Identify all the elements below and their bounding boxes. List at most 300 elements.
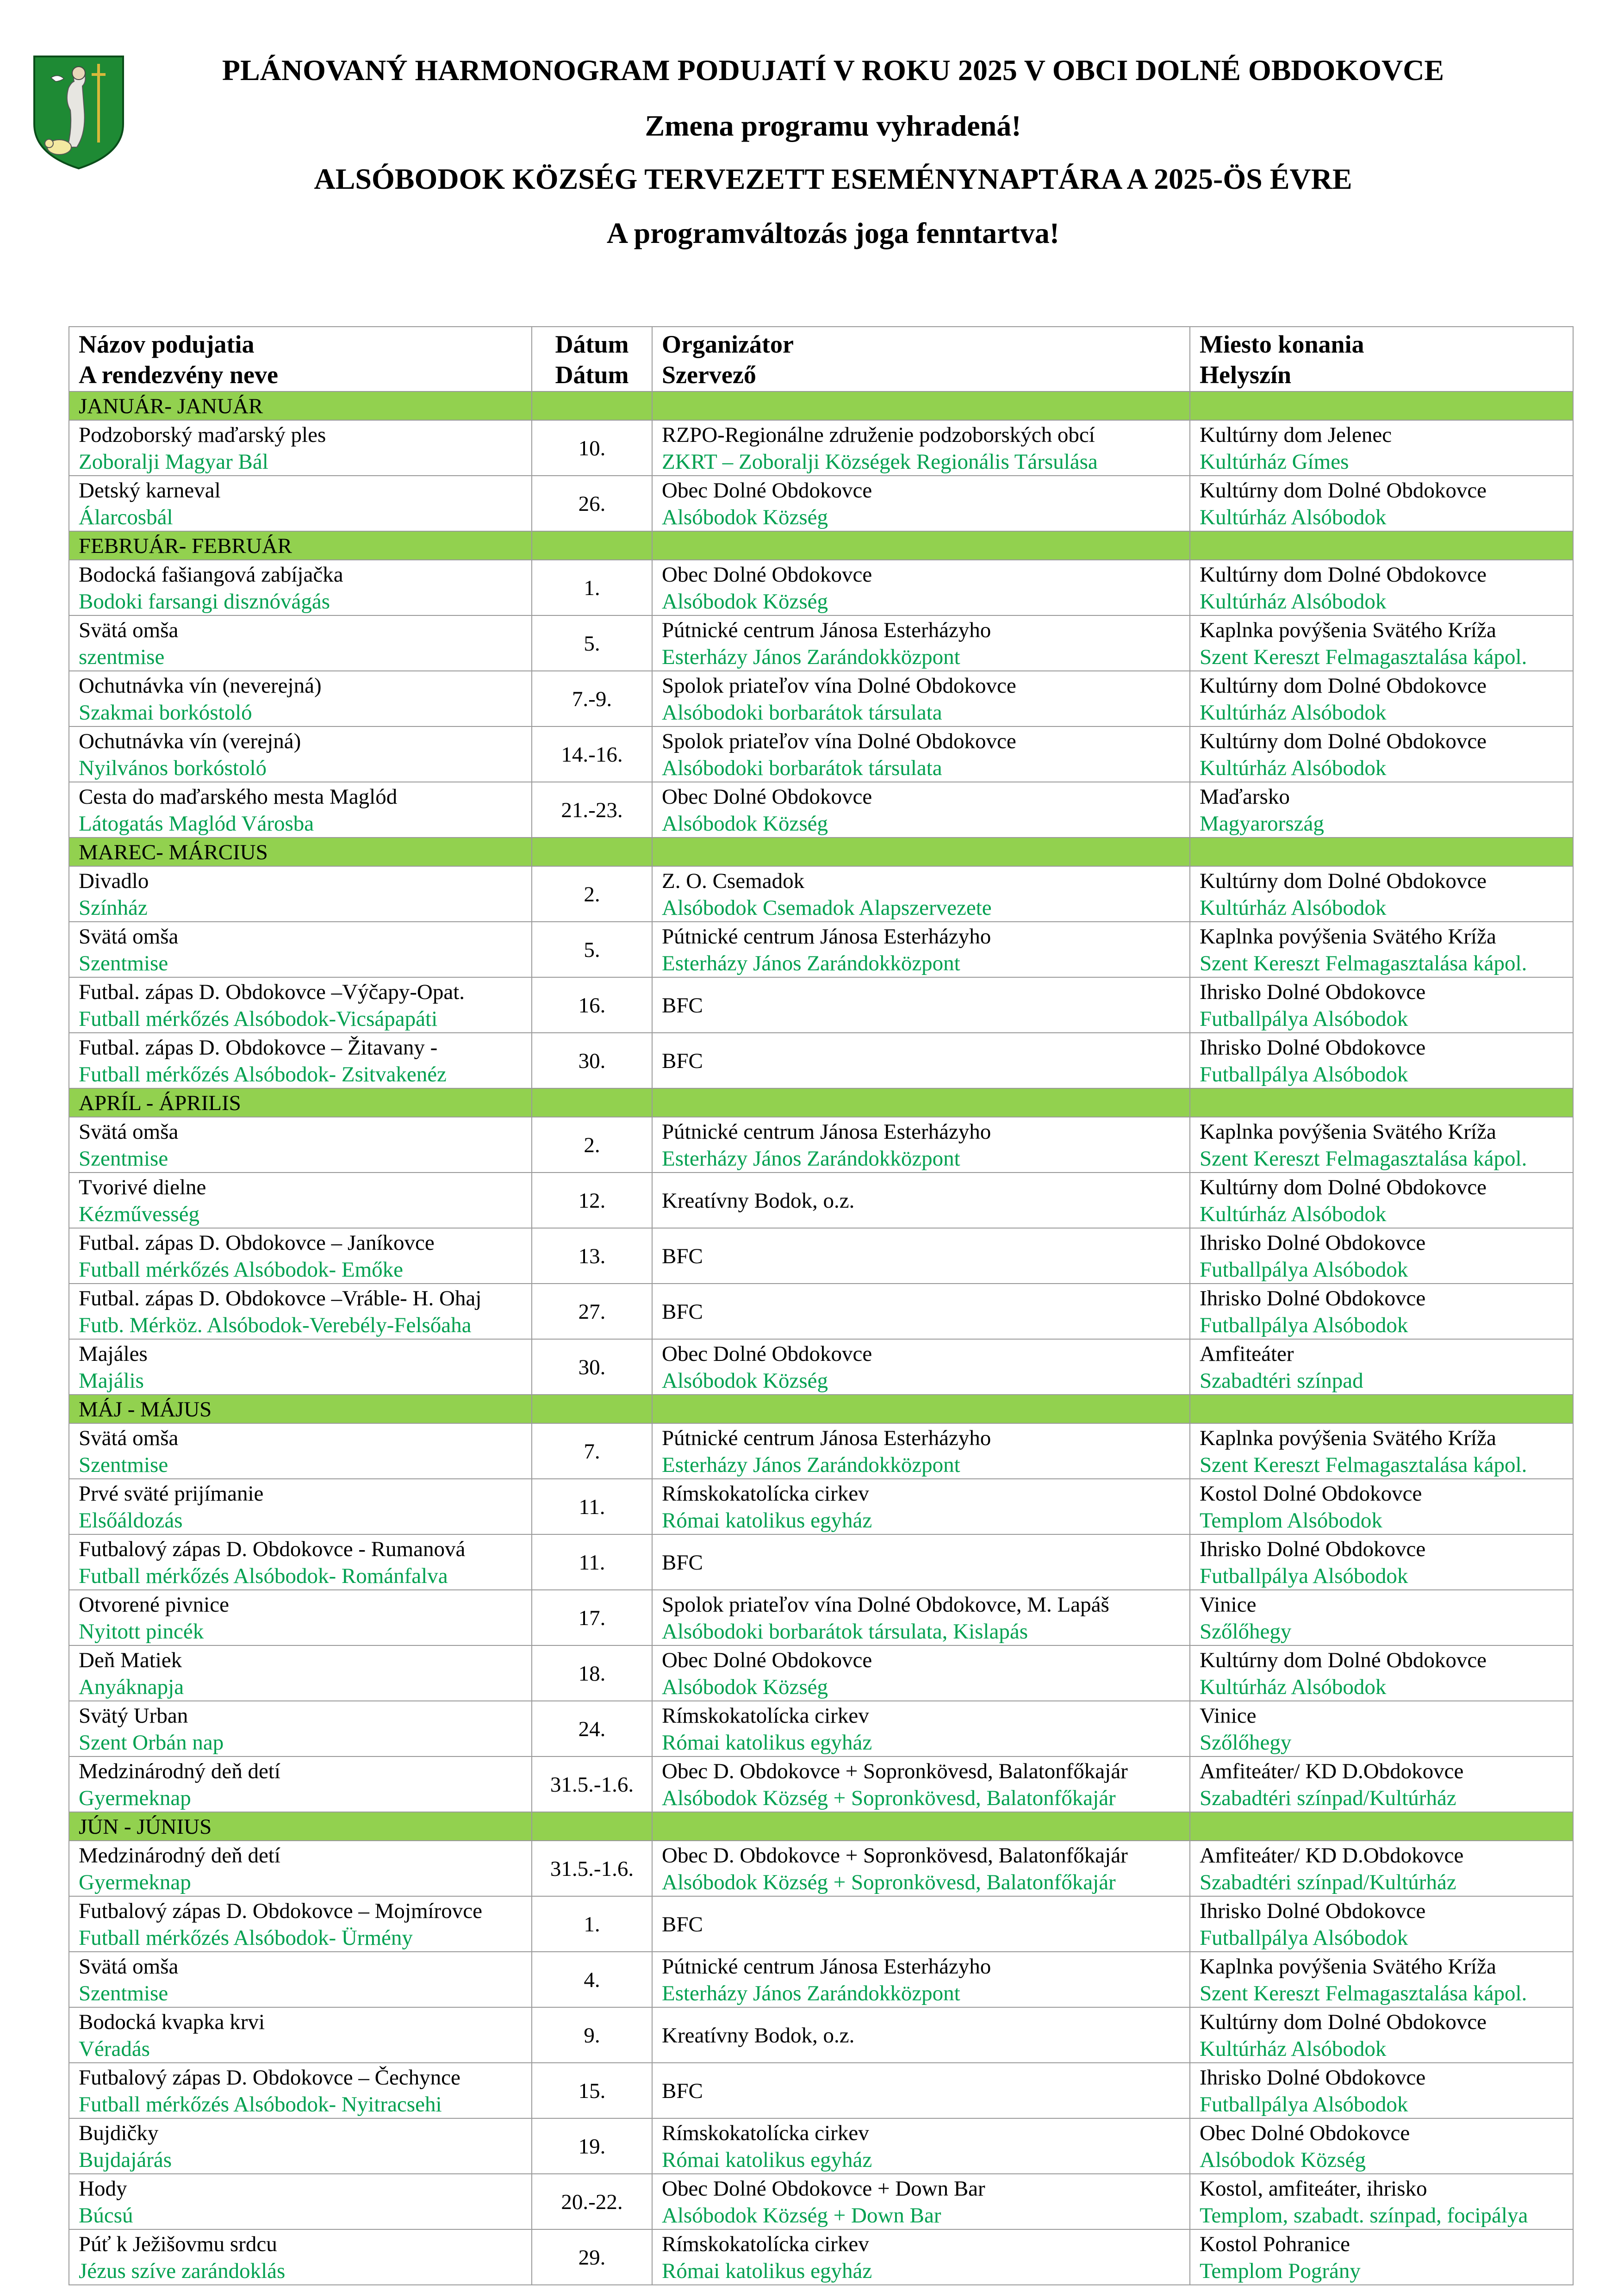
event-place-sk: Kaplnka povýšenia Svätého Kríža (1200, 1955, 1496, 1979)
event-organizer-cell (652, 1228, 1190, 1284)
event-place-sk: Kaplnka povýšenia Svätého Kríža (1200, 925, 1496, 949)
event-date-cell (532, 420, 652, 476)
header-date-hu: Dátum (555, 361, 629, 389)
event-name-sk: Futbal. zápas D. Obdokovce –Výčapy-Opat. (79, 980, 465, 1004)
event-organizer-hu: Alsóbodok Község (662, 812, 828, 836)
event-organizer-sk: BFC (662, 1049, 703, 1073)
event-organizer-hu: Esterházy János Zarándokközpont (662, 1453, 960, 1477)
event-place-cell (1190, 1423, 1573, 1479)
event-place-sk: Kultúrny dom Dolné Obdokovce (1200, 478, 1487, 503)
table-row (69, 1590, 1573, 1645)
event-place-hu: Futballpálya Alsóbodok (1200, 1313, 1408, 1337)
header-place-sk: Miesto konania (1200, 330, 1364, 358)
event-organizer-sk: BFC (662, 1300, 703, 1324)
event-date: 21.-23. (561, 798, 623, 822)
event-name-cell (69, 560, 532, 615)
event-date-cell (532, 977, 652, 1033)
table-row (69, 1701, 1573, 1756)
event-name-sk: Podzoborský maďarský ples (79, 423, 326, 447)
event-name-cell (69, 1284, 532, 1339)
event-place-hu: Szőlőhegy (1200, 1620, 1292, 1644)
event-organizer-sk: Spolok priateľov vína Dolné Obdokovce, M. Lapáš (662, 1593, 1109, 1617)
event-place-sk: Kultúrny dom Dolné Obdokovce (1200, 729, 1487, 753)
event-place-cell (1190, 726, 1573, 782)
event-date: 5. (584, 632, 600, 656)
event-organizer-sk: Kreatívny Bodok, o.z. (662, 1189, 855, 1213)
event-place-sk: Kostol, amfiteáter, ihrisko (1200, 2177, 1427, 2201)
header-name-sk: Názov podujatia (79, 330, 255, 358)
event-place-cell (1190, 866, 1573, 922)
event-organizer-hu: Római katolikus egyház (662, 1731, 872, 1755)
month-label: JÚN - JÚNIUS (69, 1812, 532, 1841)
event-date: 20.-22. (561, 2190, 623, 2214)
event-name-sk: Medzinárodný deň detí (79, 1759, 280, 1783)
event-place-hu: Kultúrház Alsóbodok (1200, 2037, 1387, 2061)
event-name-cell (69, 1841, 532, 1896)
event-date: 27. (578, 1300, 606, 1324)
event-name-cell (69, 1896, 532, 1952)
event-name-cell (69, 476, 532, 531)
event-organizer-cell (652, 2063, 1190, 2118)
table-row (69, 726, 1573, 782)
event-place-sk: Obec Dolné Obdokovce (1200, 2121, 1410, 2145)
event-name-hu: Álarcosbál (79, 505, 173, 529)
month-band-cell (532, 391, 652, 420)
event-place-sk: Ihrisko Dolné Obdokovce (1200, 1231, 1426, 1255)
event-name-sk: Ochutnávka vín (neverejná) (79, 674, 322, 698)
event-organizer-sk: BFC (662, 2079, 703, 2103)
event-date: 10. (578, 436, 606, 460)
event-date-cell (532, 1952, 652, 2007)
event-place-cell (1190, 671, 1573, 726)
event-date-cell (532, 1841, 652, 1896)
event-place-hu: Kultúrház Alsóbodok (1200, 1202, 1387, 1226)
event-name-cell (69, 1423, 532, 1479)
event-date: 7.-9. (572, 687, 612, 711)
event-name-cell (69, 1117, 532, 1173)
event-place-hu: Kultúrház Alsóbodok (1200, 505, 1387, 529)
month-row (69, 391, 1573, 420)
events-table (68, 326, 1574, 2285)
table-row (69, 866, 1573, 922)
event-place-sk: Kultúrny dom Dolné Obdokovce (1200, 1648, 1487, 1672)
event-date-cell (532, 1339, 652, 1395)
event-date-cell (532, 1896, 652, 1952)
month-band-cell (532, 838, 652, 866)
event-name-hu: szentmise (79, 645, 165, 669)
event-name-cell (69, 1173, 532, 1228)
event-place-sk: Ihrisko Dolné Obdokovce (1200, 2066, 1426, 2090)
event-place-sk: Ihrisko Dolné Obdokovce (1200, 1286, 1426, 1310)
table-row (69, 1534, 1573, 1590)
event-name-cell (69, 1479, 532, 1534)
event-place-hu: Futballpálya Alsóbodok (1200, 1564, 1408, 1588)
event-date-cell (532, 1228, 652, 1284)
month-label: MÁJ - MÁJUS (69, 1395, 532, 1423)
event-place-hu: Kultúrház Alsóbodok (1200, 1675, 1387, 1699)
event-place-hu: Kultúrház Alsóbodok (1200, 896, 1387, 920)
event-name-hu: Színház (79, 896, 148, 920)
event-organizer-hu: Alsóbodok Község + Sopronkövesd, Balatonfőkajár (662, 1870, 1116, 1894)
table-row (69, 1033, 1573, 1088)
month-band-cell (1190, 1395, 1573, 1423)
event-name-cell (69, 1952, 532, 2007)
month-band-cell (532, 1812, 652, 1841)
notice-hungarian: A programváltozás joga fenntartva! (606, 217, 1060, 249)
event-organizer-cell (652, 420, 1190, 476)
event-name-cell (69, 2007, 532, 2063)
table-row (69, 1228, 1573, 1284)
event-name-hu: Anyáknapja (79, 1675, 184, 1699)
event-date: 4. (584, 1968, 600, 1992)
month-band-cell (532, 1088, 652, 1117)
event-name-hu: Szakmai borkóstoló (79, 701, 252, 725)
event-date-cell (532, 1534, 652, 1590)
event-name-cell (69, 977, 532, 1033)
event-organizer-sk: Pútnické centrum Jánosa Esterházyho (662, 1955, 991, 1979)
event-place-sk: Kultúrny dom Dolné Obdokovce (1200, 2010, 1487, 2034)
title-slovak: PLÁNOVANÝ HARMONOGRAM PODUJATÍ V ROKU 2025 V OBCI DOLNÉ OBDOKOVCE (222, 54, 1444, 87)
event-organizer-hu: Esterházy János Zarándokközpont (662, 951, 960, 975)
event-name-sk: Futbalový zápas D. Obdokovce - Rumanová (79, 1537, 466, 1561)
event-name-sk: Futbalový zápas D. Obdokovce – Mojmírovce (79, 1899, 482, 1923)
event-organizer-cell (652, 1701, 1190, 1756)
event-organizer-sk: Obec Dolné Obdokovce (662, 1648, 872, 1672)
event-organizer-cell (652, 2007, 1190, 2063)
event-organizer-sk: Kreatívny Bodok, o.z. (662, 2023, 855, 2048)
month-band-cell (1190, 531, 1573, 560)
event-date-cell (532, 1117, 652, 1173)
table-header-row (69, 327, 1573, 391)
event-place-hu: Templom Pográny (1200, 2259, 1361, 2283)
month-band-cell (532, 531, 652, 560)
event-date: 2. (584, 882, 600, 906)
event-organizer-sk: Spolok priateľov vína Dolné Obdokovce (662, 729, 1016, 753)
event-date: 11. (579, 1551, 605, 1575)
event-organizer-sk: BFC (662, 1551, 703, 1575)
event-organizer-hu: Esterházy János Zarándokközpont (662, 645, 960, 669)
event-date-cell (532, 2063, 652, 2118)
event-organizer-sk: Obec Dolné Obdokovce (662, 785, 872, 809)
event-place-hu: Futballpálya Alsóbodok (1200, 1007, 1408, 1031)
table-row (69, 1896, 1573, 1952)
event-date: 5. (584, 938, 600, 962)
event-date-cell (532, 1423, 652, 1479)
event-organizer-hu: Alsóbodok Község + Sopronkövesd, Balatonfőkajár (662, 1786, 1116, 1810)
event-place-hu: Kultúrház Alsóbodok (1200, 756, 1387, 780)
event-name-hu: Futball mérkőzés Alsóbodok-Vicsápapáti (79, 1007, 438, 1031)
event-organizer-cell (652, 1952, 1190, 2007)
event-name-hu: Gyermeknap (79, 1870, 191, 1894)
table-row (69, 782, 1573, 838)
event-organizer-sk: Rímskokatolícka cirkev (662, 1704, 869, 1728)
event-name-sk: Hody (79, 2177, 127, 2201)
event-place-sk: Kaplnka povýšenia Svätého Kríža (1200, 1120, 1496, 1144)
event-name-cell (69, 671, 532, 726)
event-organizer-cell (652, 977, 1190, 1033)
month-label: JANUÁR- JANUÁR (69, 391, 532, 420)
event-place-sk: Kultúrny dom Dolné Obdokovce (1200, 674, 1487, 698)
header-org-hu: Szervező (662, 361, 756, 389)
event-date-cell (532, 560, 652, 615)
table-row (69, 476, 1573, 531)
event-place-cell (1190, 1534, 1573, 1590)
table-row (69, 420, 1573, 476)
month-band-cell (532, 1395, 652, 1423)
event-organizer-cell (652, 671, 1190, 726)
header-place-hu: Helyszín (1200, 361, 1291, 389)
event-name-sk: Cesta do maďarského mesta Maglód (79, 785, 398, 809)
event-name-hu: Jézus szíve zarándoklás (79, 2259, 286, 2283)
event-organizer-cell (652, 1339, 1190, 1395)
table-row (69, 1173, 1573, 1228)
event-organizer-cell (652, 782, 1190, 838)
event-organizer-sk: Obec Dolné Obdokovce (662, 1342, 872, 1366)
event-organizer-hu: Római katolikus egyház (662, 2259, 872, 2283)
event-place-cell (1190, 977, 1573, 1033)
event-place-cell (1190, 1645, 1573, 1701)
event-place-sk: Amfiteáter/ KD D.Obdokovce (1200, 1843, 1464, 1868)
event-name-sk: Majáles (79, 1342, 148, 1366)
event-name-cell (69, 1033, 532, 1088)
event-organizer-cell (652, 866, 1190, 922)
event-place-cell (1190, 1952, 1573, 2007)
event-place-cell (1190, 1173, 1573, 1228)
event-organizer-sk: Obec Dolné Obdokovce + Down Bar (662, 2177, 985, 2201)
header-date (532, 327, 652, 391)
event-organizer-cell (652, 1756, 1190, 1812)
event-place-hu: Kultúrház Gímes (1200, 450, 1349, 474)
table-row (69, 922, 1573, 977)
event-place-hu: Futballpálya Alsóbodok (1200, 1258, 1408, 1282)
month-row (69, 1088, 1573, 1117)
event-place-hu: Futballpálya Alsóbodok (1200, 1062, 1408, 1086)
event-name-hu: Szentmise (79, 1147, 168, 1171)
event-organizer-hu: Alsóbodok Község (662, 590, 828, 614)
event-place-cell (1190, 1117, 1573, 1173)
event-organizer-sk: Pútnické centrum Jánosa Esterházyho (662, 925, 991, 949)
event-name-sk: Svätá omša (79, 925, 179, 949)
event-organizer-sk: Obec D. Obdokovce + Sopronkövesd, Balatonfőkajár (662, 1843, 1128, 1868)
event-name-cell (69, 1645, 532, 1701)
event-place-cell (1190, 2118, 1573, 2174)
event-place-cell (1190, 560, 1573, 615)
event-date: 30. (578, 1355, 606, 1379)
event-organizer-cell (652, 726, 1190, 782)
event-date: 26. (578, 492, 606, 516)
event-date-cell (532, 922, 652, 977)
event-organizer-hu: Esterházy János Zarándokközpont (662, 1981, 960, 2005)
month-label: FEBRUÁR- FEBRUÁR (69, 531, 532, 560)
event-organizer-cell (652, 615, 1190, 671)
event-name-hu: Bodoki farsangi disznóvágás (79, 590, 330, 614)
event-organizer-sk: BFC (662, 1244, 703, 1268)
event-date-cell (532, 1033, 652, 1088)
event-organizer-hu: Alsóbodoki borbarátok társulata, Kislapás (662, 1620, 1028, 1644)
event-place-sk: Ihrisko Dolné Obdokovce (1200, 1036, 1426, 1060)
event-date-cell (532, 2229, 652, 2285)
event-name-sk: Futbalový zápas D. Obdokovce – Čechynce (79, 2066, 460, 2090)
event-organizer-hu: Alsóbodok Község + Down Bar (662, 2203, 941, 2228)
event-organizer-cell (652, 1534, 1190, 1590)
event-name-hu: Futball mérkőzés Alsóbodok- Románfalva (79, 1564, 448, 1588)
event-place-hu: Templom, szabadt. színpad, focipálya (1200, 2203, 1528, 2228)
month-label: MAREC- MÁRCIUS (69, 838, 532, 866)
event-name-hu: Elsőáldozás (79, 1508, 183, 1533)
table-row (69, 615, 1573, 671)
month-band-cell (1190, 838, 1573, 866)
event-date-cell (532, 2174, 652, 2229)
event-place-hu: Templom Alsóbodok (1200, 1508, 1382, 1533)
event-date-cell (532, 866, 652, 922)
header-organizer (652, 327, 1190, 391)
event-place-sk: Kostol Pohranice (1200, 2232, 1350, 2256)
event-place-hu: Szent Kereszt Felmagasztalása kápol. (1200, 1147, 1527, 1171)
event-organizer-cell (652, 1590, 1190, 1645)
event-date: 31.5.-1.6. (550, 1857, 634, 1881)
event-organizer-cell (652, 1423, 1190, 1479)
event-date-cell (532, 1173, 652, 1228)
event-name-hu: Futb. Mérköz. Alsóbodok-Verebély-Felsőaha (79, 1313, 472, 1337)
event-date-cell (532, 1701, 652, 1756)
event-place-hu: Szent Kereszt Felmagasztalása kápol. (1200, 1981, 1527, 2005)
event-name-cell (69, 782, 532, 838)
event-place-sk: Vinice (1200, 1704, 1257, 1728)
event-place-cell (1190, 922, 1573, 977)
table-row (69, 2063, 1573, 2118)
event-name-hu: Gyermeknap (79, 1786, 191, 1810)
event-name-cell (69, 726, 532, 782)
event-date: 12. (578, 1189, 606, 1213)
event-organizer-cell (652, 1645, 1190, 1701)
table-row (69, 1756, 1573, 1812)
event-name-sk: Ochutnávka vín (verejná) (79, 729, 301, 753)
event-place-sk: Ihrisko Dolné Obdokovce (1200, 1537, 1426, 1561)
event-date: 24. (578, 1717, 606, 1741)
event-organizer-cell (652, 2174, 1190, 2229)
event-organizer-sk: Z. O. Csemadok (662, 869, 805, 893)
event-organizer-sk: Pútnické centrum Jánosa Esterházyho (662, 618, 991, 642)
event-organizer-cell (652, 1117, 1190, 1173)
month-row (69, 838, 1573, 866)
event-organizer-sk: Rímskokatolícka cirkev (662, 1482, 869, 1506)
event-name-hu: Majális (79, 1369, 144, 1393)
event-organizer-cell (652, 1173, 1190, 1228)
event-organizer-sk: BFC (662, 993, 703, 1018)
event-name-sk: Svätá omša (79, 1426, 179, 1450)
event-date-cell (532, 1284, 652, 1339)
event-name-cell (69, 1534, 532, 1590)
event-place-cell (1190, 1756, 1573, 1812)
event-date: 14.-16. (561, 743, 623, 767)
month-band-cell (652, 391, 1190, 420)
event-organizer-sk: Rímskokatolícka cirkev (662, 2232, 869, 2256)
event-name-cell (69, 420, 532, 476)
event-name-hu: Búcsú (79, 2203, 133, 2228)
event-name-hu: Nyitott pincék (79, 1620, 204, 1644)
event-date: 1. (584, 576, 600, 600)
event-place-sk: Amfiteáter/ KD D.Obdokovce (1200, 1759, 1464, 1783)
event-name-sk: Deň Matiek (79, 1648, 182, 1672)
event-name-hu: Futball mérkőzés Alsóbodok- Zsitvakenéz (79, 1062, 447, 1086)
event-organizer-cell (652, 1033, 1190, 1088)
event-date-cell (532, 1479, 652, 1534)
event-organizer-sk: Obec Dolné Obdokovce (662, 478, 872, 503)
table-row (69, 2118, 1573, 2174)
event-name-cell (69, 2174, 532, 2229)
event-name-hu: Futball mérkőzés Alsóbodok- Ürmény (79, 1926, 413, 1950)
event-place-sk: Amfiteáter (1200, 1342, 1294, 1366)
event-place-cell (1190, 2174, 1573, 2229)
event-name-sk: Bodocká kvapka krvi (79, 2010, 265, 2034)
event-name-sk: Bodocká fašiangová zabíjačka (79, 563, 343, 587)
month-band-cell (652, 1812, 1190, 1841)
event-name-sk: Detský karneval (79, 478, 221, 503)
table-row (69, 1423, 1573, 1479)
event-name-hu: Futball mérkőzés Alsóbodok- Emőke (79, 1258, 403, 1282)
event-place-hu: Alsóbodok Község (1200, 2148, 1366, 2172)
event-place-hu: Szőlőhegy (1200, 1731, 1292, 1755)
event-place-hu: Kultúrház Alsóbodok (1200, 590, 1387, 614)
event-place-cell (1190, 2007, 1573, 2063)
event-place-sk: Vinice (1200, 1593, 1257, 1617)
month-band-cell (652, 531, 1190, 560)
event-organizer-hu: Alsóbodok Község (662, 505, 828, 529)
event-organizer-cell (652, 2118, 1190, 2174)
month-label: APRÍL - ÁPRILIS (69, 1088, 532, 1117)
event-place-cell (1190, 1701, 1573, 1756)
event-place-cell (1190, 1339, 1573, 1395)
event-organizer-hu: Római katolikus egyház (662, 2148, 872, 2172)
table-row (69, 1339, 1573, 1395)
event-name-sk: Svätá omša (79, 1955, 179, 1979)
notice-slovak: Zmena programu vyhradená! (645, 109, 1021, 142)
month-band-cell (1190, 1812, 1573, 1841)
event-name-hu: Bujdajárás (79, 2148, 172, 2172)
event-place-hu: Kultúrház Alsóbodok (1200, 701, 1387, 725)
event-organizer-cell (652, 560, 1190, 615)
event-name-cell (69, 1228, 532, 1284)
event-place-cell (1190, 1479, 1573, 1534)
month-band-cell (652, 838, 1190, 866)
event-place-cell (1190, 2063, 1573, 2118)
event-place-cell (1190, 1228, 1573, 1284)
table-row (69, 1117, 1573, 1173)
table-row (69, 2229, 1573, 2285)
event-name-hu: Nyilvános borkóstoló (79, 756, 267, 780)
event-place-sk: Kultúrny dom Jelenec (1200, 423, 1392, 447)
event-place-hu: Szent Kereszt Felmagasztalása kápol. (1200, 1453, 1527, 1477)
header-org-sk: Organizátor (662, 330, 794, 358)
village-crest-logo (32, 55, 125, 170)
table-row (69, 977, 1573, 1033)
event-name-sk: Svätá omša (79, 1120, 179, 1144)
table-row (69, 671, 1573, 726)
month-band-cell (1190, 1088, 1573, 1117)
event-organizer-cell (652, 476, 1190, 531)
event-date: 2. (584, 1133, 600, 1157)
event-date: 15. (578, 2079, 606, 2103)
event-organizer-sk: Pútnické centrum Jánosa Esterházyho (662, 1120, 991, 1144)
event-place-cell (1190, 2229, 1573, 2285)
event-name-hu: Futball mérkőzés Alsóbodok- Nyitracsehi (79, 2092, 442, 2116)
event-name-cell (69, 615, 532, 671)
table-row (69, 1841, 1573, 1896)
event-place-cell (1190, 1033, 1573, 1088)
event-date: 31.5.-1.6. (550, 1773, 634, 1797)
event-date-cell (532, 726, 652, 782)
event-place-sk: Ihrisko Dolné Obdokovce (1200, 1899, 1426, 1923)
